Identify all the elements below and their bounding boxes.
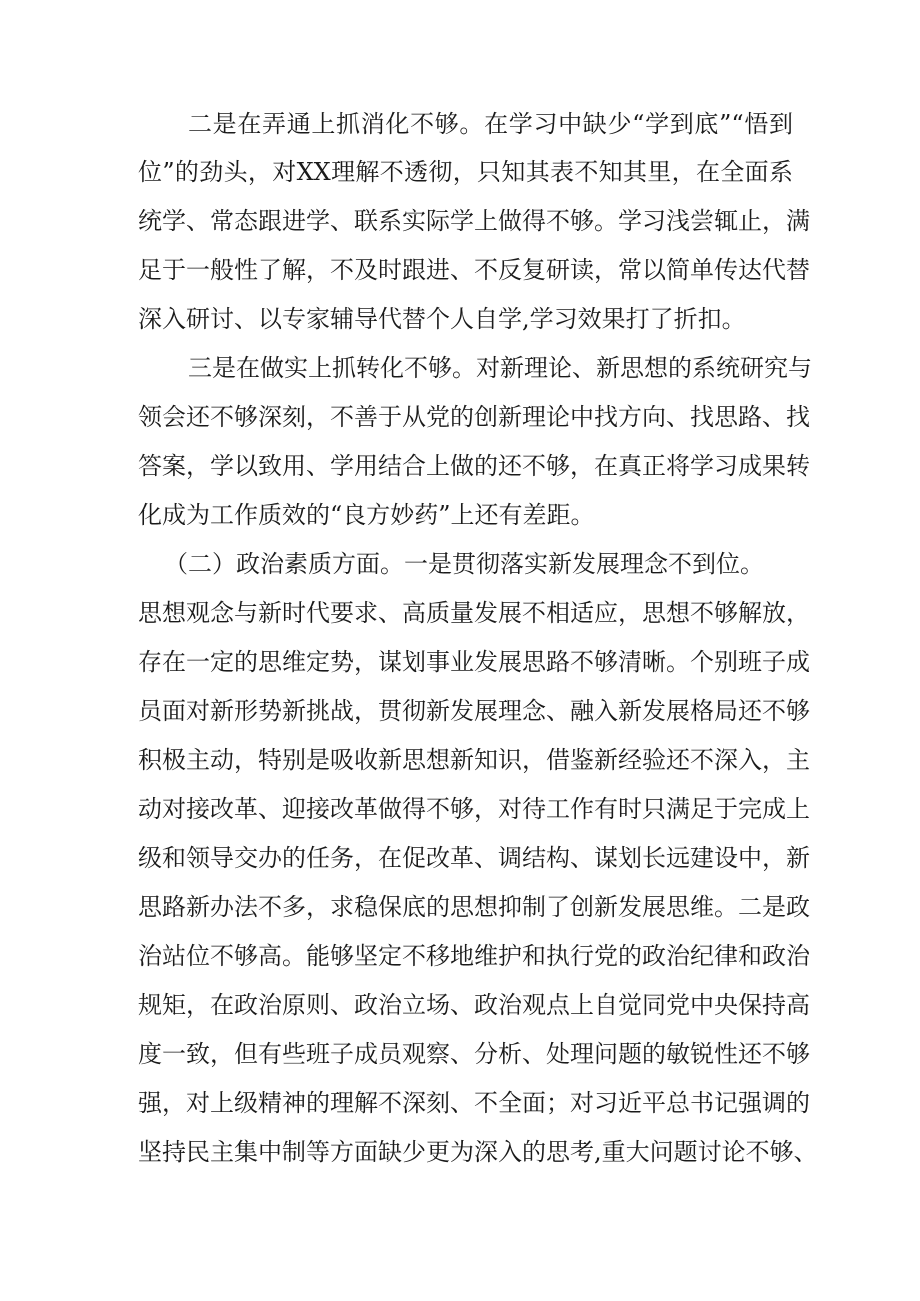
paragraph-line: 强，对上级精神的理解不深刻、不全面；对习近平总书记强调的 [138, 1089, 810, 1117]
paragraph-line: 规矩，在政治原则、政治立场、政治观点上自觉同党中央保持高 [138, 991, 810, 1019]
paragraph-line: 三是在做实上抓转化不够。对新理论、新思想的系统研究与 [188, 354, 812, 382]
paragraph-line: 位”的劲头，对XX理解不透彻，只知其表不知其里，在全面系 [138, 158, 793, 186]
section-heading-line: （二）政治素质方面。一是贯彻落实新发展理念不到位。 [164, 550, 764, 578]
paragraph-line: 级和领导交办的任务，在促改革、调结构、谋划长远建设中，新 [138, 844, 810, 872]
paragraph-line: 思路新办法不多，求稳保底的思想抑制了创新发展思维。二是政 [138, 893, 810, 921]
paragraph-line: 动对接改革、迎接改革做得不够，对待工作有时只满足于完成上 [138, 795, 810, 823]
paragraph-line: 坚持民主集中制等方面缺少更为深入的思考,重大问题讨论不够、 [138, 1138, 818, 1166]
paragraph-line: 员面对新形势新挑战，贯彻新发展理念、融入新发展格局还不够 [138, 697, 810, 725]
paragraph-line: 答案，学以致用、学用结合上做的还不够，在真正将学习成果转 [138, 452, 810, 480]
paragraph-line: 二是在弄通上抓消化不够。在学习中缺少“学到底”“悟到 [188, 110, 793, 138]
paragraph-line: 统学、常态跟进学、联系实际学上做得不够。学习浅尝辄止，满 [138, 207, 810, 235]
paragraph-line: 领会还不够深刻，不善于从党的创新理论中找方向、找思路、找 [138, 403, 810, 431]
paragraph-line: 度一致，但有些班子成员观察、分析、处理问题的敏锐性还不够 [138, 1040, 810, 1068]
paragraph-line: 积极主动，特别是吸收新思想新知识，借鉴新经验还不深入，主 [138, 746, 810, 774]
paragraph-line: 存在一定的思维定势，谋划事业发展思路不够清晰。个别班子成 [138, 648, 810, 676]
paragraph-line: 思想观念与新时代要求、高质量发展不相适应，思想不够解放， [138, 599, 810, 627]
paragraph-line: 深入研讨、以专家辅导代替个人自学,学习效果打了折扣。 [138, 305, 746, 333]
paragraph-line: 治站位不够高。能够坚定不移地维护和执行党的政治纪律和政治 [138, 942, 810, 970]
paragraph-line: 化成为工作质效的“良方妙药”上还有差距。 [138, 501, 595, 529]
paragraph-line: 足于一般性了解，不及时跟进、不反复研读，常以简单传达代替 [138, 256, 810, 284]
